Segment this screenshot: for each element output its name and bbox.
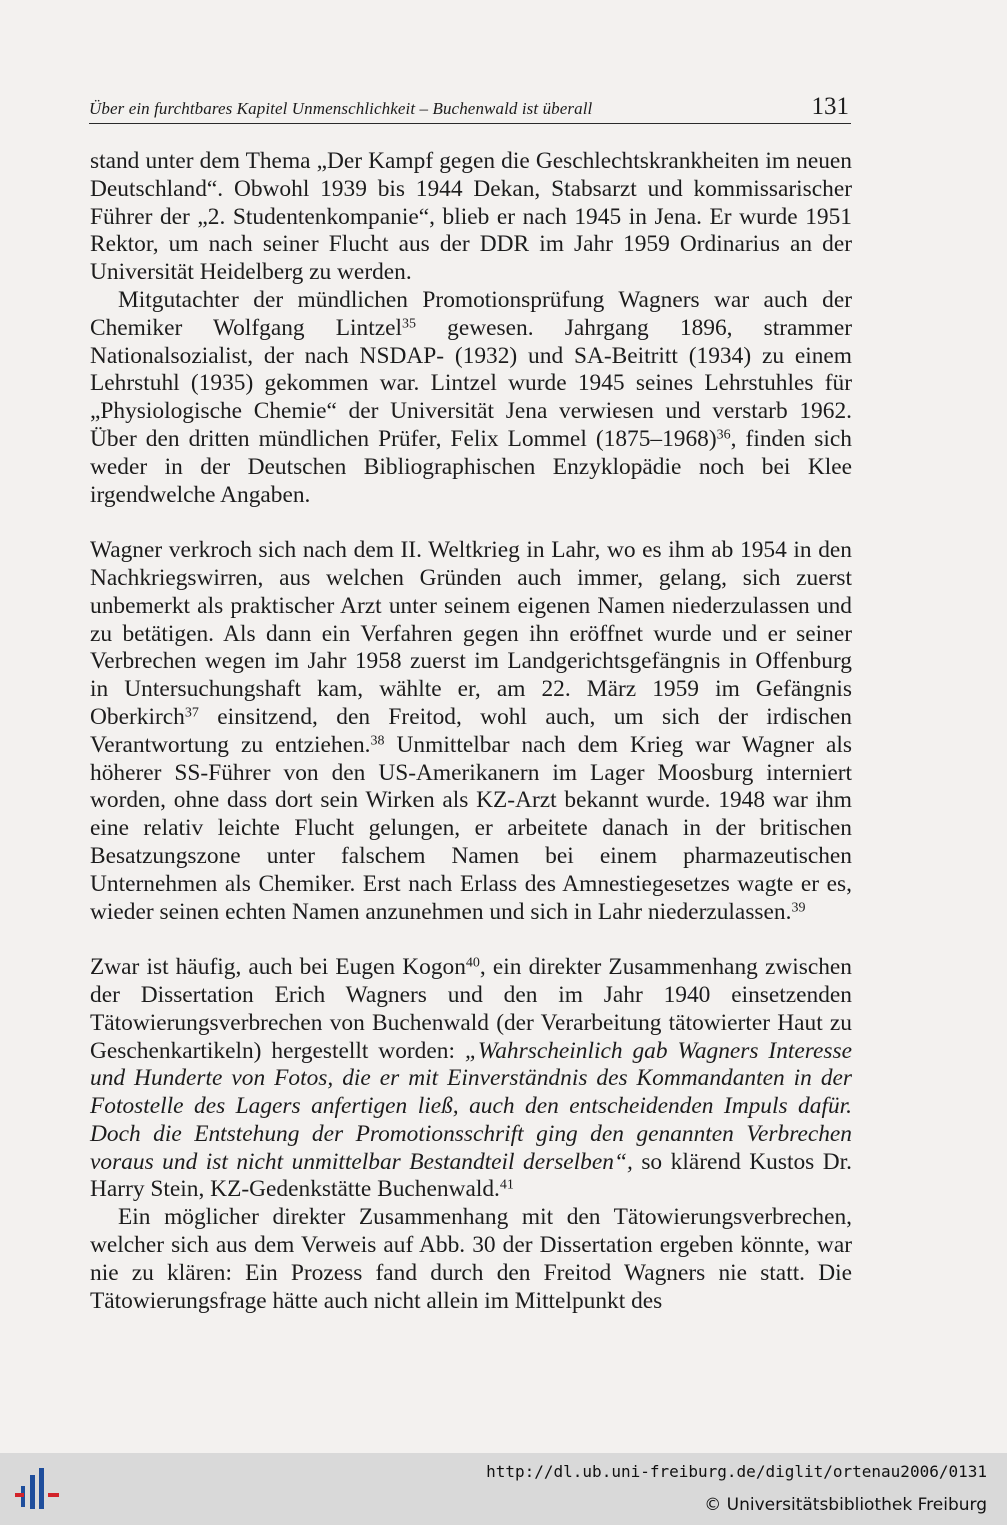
text-run: Wagner verkroch sich nach dem II. Weltkrieg in Lahr, wo es ihm ab 1954 in den Nachkriegswirren, aus welchen Gründen auch immer, gelang, sich zuerst unbemerkt als praktischer Arzt unter seinem eigenen Namen niederzulassen und zu betätigen. Als dann ein Verfahren gegen ihn eröffnet wurde und er seiner Verbrechen wegen im Jahr 1958 zuerst im Landgerichtsgefängnis in Offenburg in Untersuchungshaft kam, wählte er, am 22. März 1959 im Gefängnis Oberkirch <box>90 537 852 730</box>
footnote-ref: 38 <box>370 733 385 749</box>
footer-bar <box>0 1453 1007 1525</box>
text-run: , finden sich weder in der Deutschen Bibliographischen Enzyklopädie noch bei Klee irgendwelche Angaben. <box>90 425 852 508</box>
text-run: so klärend Kustos Dr. Harry Stein, KZ-Gedenkstätte Buchenwald. <box>90 1148 852 1203</box>
body-text <box>90 148 852 1315</box>
source-url-link[interactable]: http://dl.ub.uni-freiburg.de/diglit/ortenau2006/0131 <box>486 1462 987 1481</box>
ub-freiburg-logo <box>12 1464 62 1514</box>
text-run: einsitzend, den Freitod, wohl auch, um sich der irdischen Verantwortung zu entziehen. <box>90 703 852 758</box>
text-run: Zwar ist häufig, auch bei Eugen Kogon <box>90 954 466 981</box>
text-run: Mitgutachter der mündlichen Promotionsprüfung Wagners war auch der Chemiker Wolfgang Lintzel <box>90 286 852 341</box>
paragraph-4 <box>90 954 852 1204</box>
quotation: „Wahrscheinlich gab Wagners Interesse und Hunderte von Fotos, die er mit Einverständnis des Kommandanten in der Fotostelle des Lagers anfertigen ließ, auch den entscheidenden Impuls dafür. Doch die Entstehung der Promotionsschrift ging den genannten Verbrechen voraus und ist nicht unmittelbar Bestandteil derselben“, <box>90 1037 852 1175</box>
footnote-ref: 41 <box>499 1177 514 1193</box>
copyright-notice: © Universitätsbibliothek Freiburg <box>704 1495 987 1515</box>
running-head <box>89 92 851 124</box>
paragraph-3 <box>90 537 852 926</box>
running-title: Über ein furchtbares Kapitel Unmenschlichkeit – Buchenwald ist überall <box>89 99 593 118</box>
text-run: , ein direkter Zusammenhang zwischen der Dissertation Erich Wagners und den im Jahr 1940 einsetzenden Tätowierungsverbrechen von Buchenwald (der Verarbeitung tätowierter Haut zu Geschenkartikeln) hergestellt worden: <box>90 954 852 1064</box>
footnote-ref: 37 <box>184 705 199 721</box>
paragraph-2 <box>90 287 852 509</box>
paragraph-1 <box>90 148 852 287</box>
text-run: stand unter dem Thema „Der Kampf gegen die Geschlechtskrankheiten im neuen Deutschland“. Obwohl 1939 bis 1944 Dekan, Stabsarzt und kommissarischer Führer der „2. Studentenkompanie“, blieb er nach 1945 in Jena. Er wurde 1951 Rektor, um nach seiner Flucht aus der DDR im Jahr 1959 Ordinarius an der Universität Heidelberg zu werden. <box>90 148 852 286</box>
paragraph-5 <box>90 1204 852 1315</box>
text-run: Ein möglicher direkter Zusammenhang mit den Tätowierungsverbrechen, welcher sich aus dem Verweis auf Abb. 30 der Dissertation ergeben könnte, war nie zu klären: Ein Prozess fand durch den Freitod Wagners nie statt. Die Tätowierungsfrage hätte auch nicht allein im Mittelpunkt des <box>90 1204 852 1314</box>
text-run: Unmittelbar nach dem Krieg war Wagner als höherer SS-Führer von den US-Amerikanern im Lager Moosburg interniert worden, ohne dass dort sein Wirken als KZ-Arzt bekannt wurde. 1948 war ihm eine relativ leichte Flucht gelungen, er arbeitete danach in der britischen Besatzungszone unter falschem Namen bei einem pharmazeutischen Unternehmen als Chemiker. Erst nach Erlass des Amnestiegesetzes wagte er es, wieder seinen echten Namen anzunehmen und sich in Lahr niederzulassen. <box>90 731 852 925</box>
footnote-ref: 36 <box>716 427 731 443</box>
text-run: gewesen. Jahrgang 1896, strammer Nationalsozialist, der nach NSDAP- (1932) und SA-Beitritt (1934) zu einem Lehrstuhl (1935) gekommen war. Lintzel wurde 1945 seines Lehrstuhles für „Physiologische Chemie“ der Universität Jena verwiesen und verstarb 1962. Über den dritten mündlichen Prüfer, Felix Lommel (1875–1968) <box>90 314 852 452</box>
footnote-ref: 35 <box>402 316 417 332</box>
page-number: 131 <box>811 93 849 120</box>
footnote-ref: 40 <box>465 955 480 971</box>
footnote-ref: 39 <box>791 899 806 915</box>
